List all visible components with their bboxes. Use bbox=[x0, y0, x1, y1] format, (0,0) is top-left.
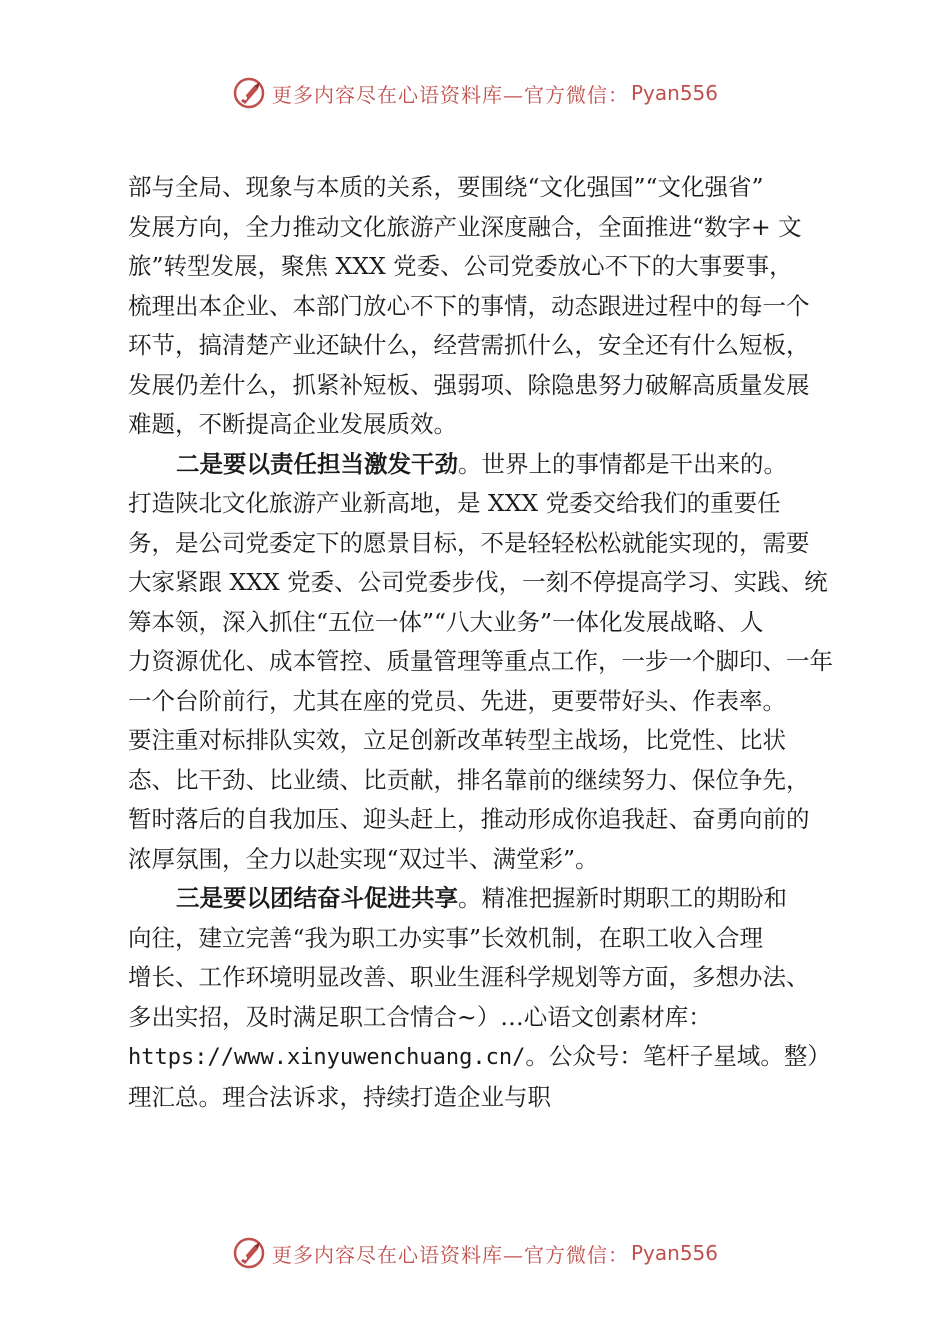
text-line: 筹本领，深入抓住“五位一体”“八大业务”一体化发展战略、人 bbox=[128, 607, 764, 636]
text-fragment: 。精准把握新时期职工的期盼和 bbox=[458, 884, 787, 912]
section-heading-3: 三是要以团结奋斗促进共享 bbox=[176, 884, 458, 912]
text-fragment: 。公众号：笔杆子星域。整） bbox=[525, 1042, 831, 1070]
text-line: 浓厚氛围，全力以赴实现“双过半、满堂彩”。 bbox=[128, 844, 599, 873]
text-line: 务，是公司党委定下的愿景目标，不是轻轻松松就能实现的，需要 bbox=[128, 528, 810, 557]
text-line: 增长、工作环境明显改善、职业生涯科学规划等方面，多想办法、 bbox=[128, 963, 810, 991]
footer-banner bbox=[0, 1233, 950, 1273]
text-line: 态、比干劲、比业绩、比贡献，排名靠前的继续努力、保位争先， bbox=[128, 765, 810, 794]
section-heading-2: 二是要以责任担当激发干劲 bbox=[176, 449, 458, 478]
text-line: 难题，不断提高企业发展质效。 bbox=[128, 410, 457, 438]
footer-wechat-id: Pyan556 bbox=[630, 1241, 718, 1265]
text-line: 多出实招，及时满足职工合情合~）…心语文创素材库： bbox=[128, 1002, 712, 1031]
text-line: 发展方向，全力推动文化旅游产业深度融合，全面推进“数字+ 文 bbox=[128, 212, 802, 241]
text-line: 向往，建立完善“我为职工办实事”长效机制，在职工收入合理 bbox=[128, 923, 764, 952]
text-line bbox=[128, 879, 848, 919]
paragraph-1 bbox=[128, 168, 848, 445]
header-banner bbox=[0, 73, 950, 113]
paragraph-3 bbox=[128, 879, 848, 1117]
text-line: 打造陕北文化旅游产业新高地，是 XXX 党委交给我们的重要任 bbox=[128, 489, 781, 517]
text-line: 理汇总。理合法诉求，持续打造企业与职 bbox=[128, 1082, 551, 1111]
document-body bbox=[128, 168, 848, 1117]
header-wechat-id: Pyan556 bbox=[630, 81, 718, 105]
text-line: 要注重对标排队实效，立足创新改革转型主战场，比党性、比状 bbox=[128, 726, 786, 754]
text-line: 暂时落后的自我加压、迎头赶上，推动形成你追我赶、奋勇向前的 bbox=[128, 805, 810, 833]
text-line: 旅”转型发展，聚焦 XXX 党委、公司党委放心不下的大事要事， bbox=[128, 252, 793, 280]
text-line: 部与全局、现象与本质的关系，要围绕“文化强国”“文化强省” bbox=[128, 173, 764, 201]
paragraph-2 bbox=[128, 445, 848, 880]
text-line: 发展仍差什么，抓紧补短板、强弱项、除隐患努力破解高质量发展 bbox=[128, 370, 810, 399]
text-line bbox=[128, 1037, 848, 1078]
pen-nib-logo-icon bbox=[232, 1236, 266, 1270]
text-line: 梳理出本企业、本部门放心不下的事情，动态跟进过程中的每一个 bbox=[128, 291, 810, 320]
text-line bbox=[128, 445, 848, 485]
header-text: 更多内容尽在心语资料库—官方微信： bbox=[271, 82, 629, 107]
text-line: 力资源优化、成本管控、质量管理等重点工作，一步一个脚印、一年 bbox=[128, 647, 833, 675]
footer-text: 更多内容尽在心语资料库—官方微信： bbox=[271, 1242, 629, 1267]
pen-nib-logo-icon bbox=[232, 76, 266, 110]
text-line: 环节，搞清楚产业还缺什么，经营需抓什么，安全还有什么短板， bbox=[128, 331, 810, 359]
text-line: 大家紧跟 XXX 党委、公司党委步伐，一刻不停提高学习、实践、统 bbox=[128, 568, 828, 596]
source-url: https://www.xinyuwenchuang.cn/ bbox=[128, 1045, 526, 1070]
text-fragment: 。世界上的事情都是干出来的。 bbox=[458, 449, 787, 478]
text-line: 一个台阶前行，尤其在座的党员、先进，更要带好头、作表率。 bbox=[128, 686, 786, 715]
